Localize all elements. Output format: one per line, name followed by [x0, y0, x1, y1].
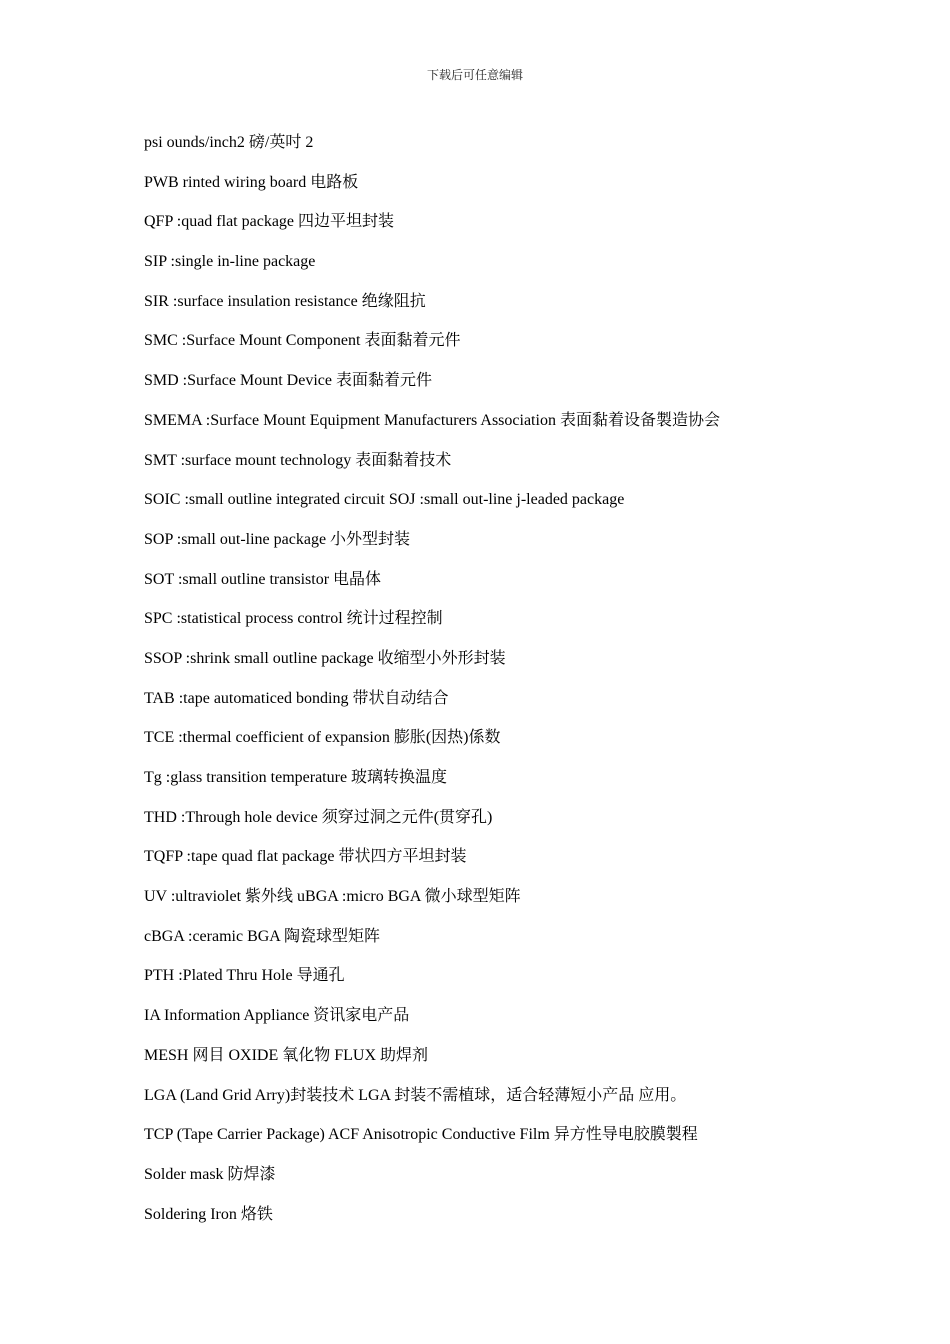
page-header: 下载后可任意编辑 [426, 68, 523, 82]
glossary-entry-soldering-iron: Soldering Iron 烙铁 [144, 1205, 273, 1223]
glossary-entry-tg: Tg :glass transition temperature 玻璃转换温度 [144, 769, 448, 786]
glossary-entry-tcp: TCP (Tape Carrier Package) ACF Anisotropic Conductive Film 异方性导电胶膜製程 [144, 1126, 698, 1144]
glossary-entry-soic: SOIC :small outline integrated circuit SOJ :small out-line j-leaded package [144, 491, 625, 509]
glossary-entry-ssop: SSOP :shrink small outline package 收缩型小外形封装 [144, 649, 506, 667]
glossary-entry-smd: SMD :Surface Mount Device 表面黏着元件 [144, 372, 432, 390]
glossary-entry-cbga: cBGA :ceramic BGA 陶瓷球型矩阵 [144, 927, 380, 945]
glossary-entry-tab: TAB :tape automaticed bonding 带状自动结合 [144, 689, 449, 707]
glossary-entry-ia: IA Information Appliance 资讯家电产品 [144, 1007, 410, 1025]
glossary-entry-sot: SOT :small outline transistor 电晶体 [144, 570, 382, 588]
glossary-entry-spc: SPC :statistical process control 统计过程控制 [144, 610, 443, 628]
glossary-entry-sip: SIP :single in-line package [144, 253, 316, 271]
glossary-list [144, 132, 864, 1243]
glossary-entry-sop: SOP :small out-line package 小外型封装 [144, 530, 411, 548]
glossary-entry-lga: LGA (Land Grid Arry)封装技术 LGA 封装不需植球，适合轻薄短小产品 应用。 [144, 1086, 687, 1104]
glossary-entry-pwb: PWB rinted wiring board 电路板 [144, 173, 359, 191]
glossary-entry-smema: SMEMA :Surface Mount Equipment Manufacturers Association 表面黏着设备製造协会 [144, 411, 720, 429]
glossary-entry-solder-mask: Solder mask 防焊漆 [144, 1165, 276, 1183]
glossary-entry-pth: PTH :Plated Thru Hole 导通孔 [144, 967, 345, 985]
glossary-entry-tqfp: TQFP :tape quad flat package 带状四方平坦封装 [144, 848, 467, 866]
glossary-entry-psi: psi ounds/inch2 磅/英吋 2 [144, 134, 314, 151]
glossary-entry-mesh: MESH 网目 OXIDE 氧化物 FLUX 助焊剂 [144, 1046, 429, 1064]
glossary-entry-tce: TCE :thermal coefficient of expansion 膨胀(因热)係数 [144, 729, 501, 747]
glossary-entry-uv: UV :ultraviolet 紫外线 uBGA :micro BGA 微小球型矩阵 [144, 888, 521, 906]
glossary-entry-smt: SMT :surface mount technology 表面黏着技术 [144, 451, 452, 469]
glossary-entry-thd: THD :Through hole device 须穿过洞之元件(贯穿孔) [144, 808, 493, 826]
glossary-entry-sir: SIR :surface insulation resistance 绝缘阻抗 [144, 292, 426, 310]
glossary-entry-smc: SMC :Surface Mount Component 表面黏着元件 [144, 332, 461, 350]
glossary-entry-qfp: QFP :quad flat package 四边平坦封装 [144, 213, 395, 231]
